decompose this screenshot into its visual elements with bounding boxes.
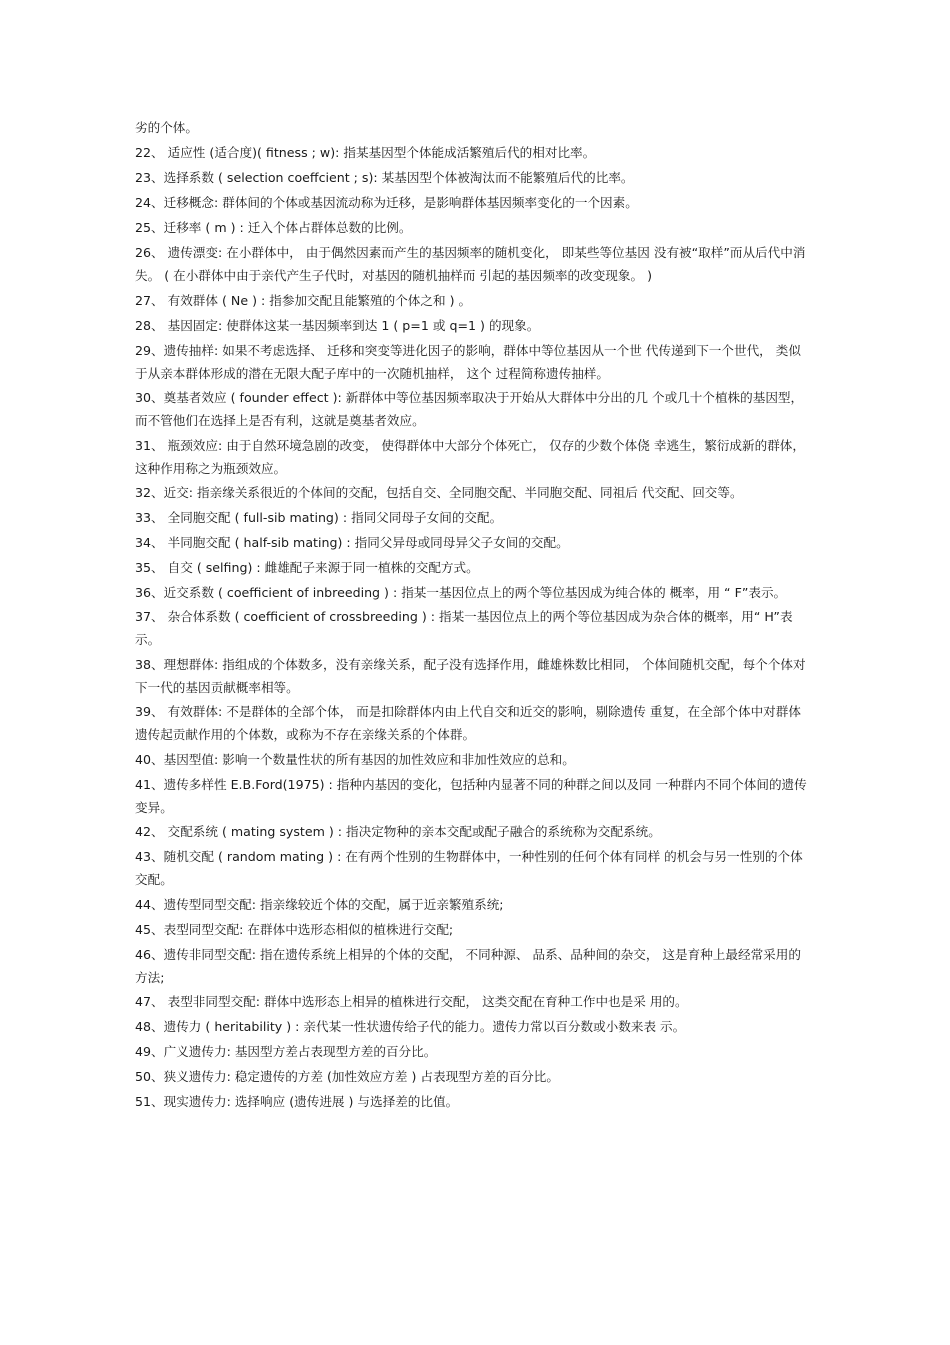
- text-line-continuation: 劣的个体。: [135, 120, 198, 135]
- definition-41-genetic-diversity: 41、遗传多样性 E.B.Ford(1975) : 指种内基因的变化，包括种内显著不同的种群之间以及同 一种群内不同个体间的遗传变异。: [135, 776, 807, 815]
- document-body: [135, 116, 807, 1115]
- definition-24-migration: 24、迁移概念: 群体间的个体或基因流动称为迁移，是影响群体基因频率变化的一个因素。: [135, 195, 638, 210]
- definition-33-full-sib-mating: 33、 全同胞交配 ( full-sib mating) : 指同父同母子女间的交配。: [135, 509, 503, 525]
- definition-42-mating-system: 42、 交配系统 ( mating system ) : 指决定物种的亲本交配或配子融合的系统称为交配系统。: [135, 824, 661, 839]
- definition-46-genotypic-disassortative-mating: 46、遗传非同型交配: 指在遗传系统上相异的个体的交配， 不同种源、 品系、品种间的杂交， 这是育种上最经常采用的方法;: [135, 946, 801, 985]
- definition-36-inbreeding-coefficient: 36、近交系数 ( coefficient of inbreeding ) : 指某一基因位点上的两个等位基因成为纯合体的 概率，用 “ F”表示。: [135, 584, 787, 600]
- definition-30-founder-effect: 30、奠基者效应 ( founder effect ): 新群体中等位基因频率取决于开始从大群体中分出的几 个或几十个植株的基因型，而不管他们在选择上是否有利，这就是奠基者效应。: [135, 390, 804, 428]
- definition-27-effective-population: 27、 有效群体 ( Ne ) : 指参加交配且能繁殖的个体之和 ) 。: [135, 292, 472, 308]
- definition-44-genotypic-assortative-mating: 44、遗传型同型交配: 指亲缘较近个体的交配，属于近亲繁殖系统;: [135, 896, 504, 912]
- definition-31-bottleneck-effect: 31、 瓶颈效应: 由于自然环境急剧的改变， 使得群体中大部分个体死亡， 仅存的少数个体侥 幸逃生，繁衍成新的群体，这种作用称之为瓶颈效应。: [135, 437, 805, 476]
- definition-37-crossbreeding-coefficient: 37、 杂合体系数 ( coefficient of crossbreeding ) : 指某一基因位点上的两个等位基因成为杂合体的概率，用“ H”表示。: [135, 609, 793, 647]
- definition-43-random-mating: 43、随机交配 ( random mating ) : 在有两个性别的生物群体中，一种性别的任何个体有同样 的机会与另一性别的个体交配。: [135, 849, 803, 887]
- definition-45-phenotypic-assortative-mating: 45、表型同型交配: 在群体中选形态相似的植株进行交配;: [135, 921, 454, 937]
- definition-38-ideal-population: 38、理想群体: 指组成的个体数多，没有亲缘关系，配子没有选择作用，雌雄株数比相同， 个体间随机交配，每个个体对下一代的基因贡献概率相等。: [135, 656, 806, 695]
- definition-50-narrow-sense-heritability: 50、狭义遗传力: 稳定遗传的方差 (加性效应方差 ) 占表现型方差的百分比。: [135, 1069, 559, 1084]
- definition-25-migration-rate: 25、迁移率 ( m ) : 迁入个体占群体总数的比例。: [135, 220, 412, 235]
- definition-26-genetic-drift: 26、 遗传漂变: 在小群体中， 由于偶然因素而产生的基因频率的随机变化， 即某些等位基因 没有被“取样”而从后代中消失。 ( 在小群体中由于亲代产生子代时，对基因的随机抽样而 引起的基因频率的改变现象。 ): [135, 245, 806, 283]
- definition-40-genotypic-value: 40、基因型值: 影响一个数量性状的所有基因的加性效应和非加性效应的总和。: [135, 751, 575, 767]
- definition-22-fitness: 22、 适应性 (适合度)( fitness ; w): 指某基因型个体能成活繁殖后代的相对比率。: [135, 145, 596, 160]
- definition-29-genetic-sampling: 29、遗传抽样: 如果不考虑选择、 迁移和突变等进化因子的影响，群体中等位基因从一个世 代传递到下一个世代， 类似于从亲本群体形成的潜在无限大配子库中的一次随机抽样， 这个 过程简称遗传抽样。: [135, 342, 801, 381]
- definition-34-half-sib-mating: 34、 半同胞交配 ( half-sib mating) : 指同父异母或同母异父子女间的交配。: [135, 534, 569, 550]
- definition-35-selfing: 35、 自交 ( selfing) : 雌雄配子来源于同一植株的交配方式。: [135, 559, 479, 575]
- definition-28-gene-fixation: 28、 基因固定: 使群体这某一基因频率到达 1 ( p=1 或 q=1 ) 的现象。: [135, 317, 540, 333]
- definition-39-effective-population: 39、 有效群体: 不是群体的全部个体， 而是扣除群体内由上代自交和近交的影响，剔除遗传 重复，在全部个体中对群体遗传起贡献作用的个体数，或称为不存在亲缘关系的个体群。: [135, 704, 801, 742]
- definition-23-selection-coefficient: 23、选择系数 ( selection coeffcient ; s): 某基因型个体被淘汰而不能繁殖后代的比率。: [135, 170, 634, 185]
- definition-49-broad-sense-heritability: 49、广义遗传力: 基因型方差占表现型方差的百分比。: [135, 1044, 437, 1059]
- definition-51-realized-heritability: 51、现实遗传力: 选择响应 (遗传进展 ) 与选择差的比值。: [135, 1094, 459, 1109]
- definition-32-inbreeding: 32、近交: 指亲缘关系很近的个体间的交配，包括自交、全同胞交配、半同胞交配、同祖后 代交配、回交等。: [135, 485, 743, 500]
- definition-48-heritability: 48、遗传力 ( heritability ) : 亲代某一性状遗传给子代的能力。遗传力常以百分数或小数来表 示。: [135, 1019, 686, 1034]
- definition-47-phenotypic-disassortative-mating: 47、 表型非同型交配: 群体中选形态上相异的植株进行交配， 这类交配在育种工作中也是采 用的。: [135, 994, 688, 1009]
